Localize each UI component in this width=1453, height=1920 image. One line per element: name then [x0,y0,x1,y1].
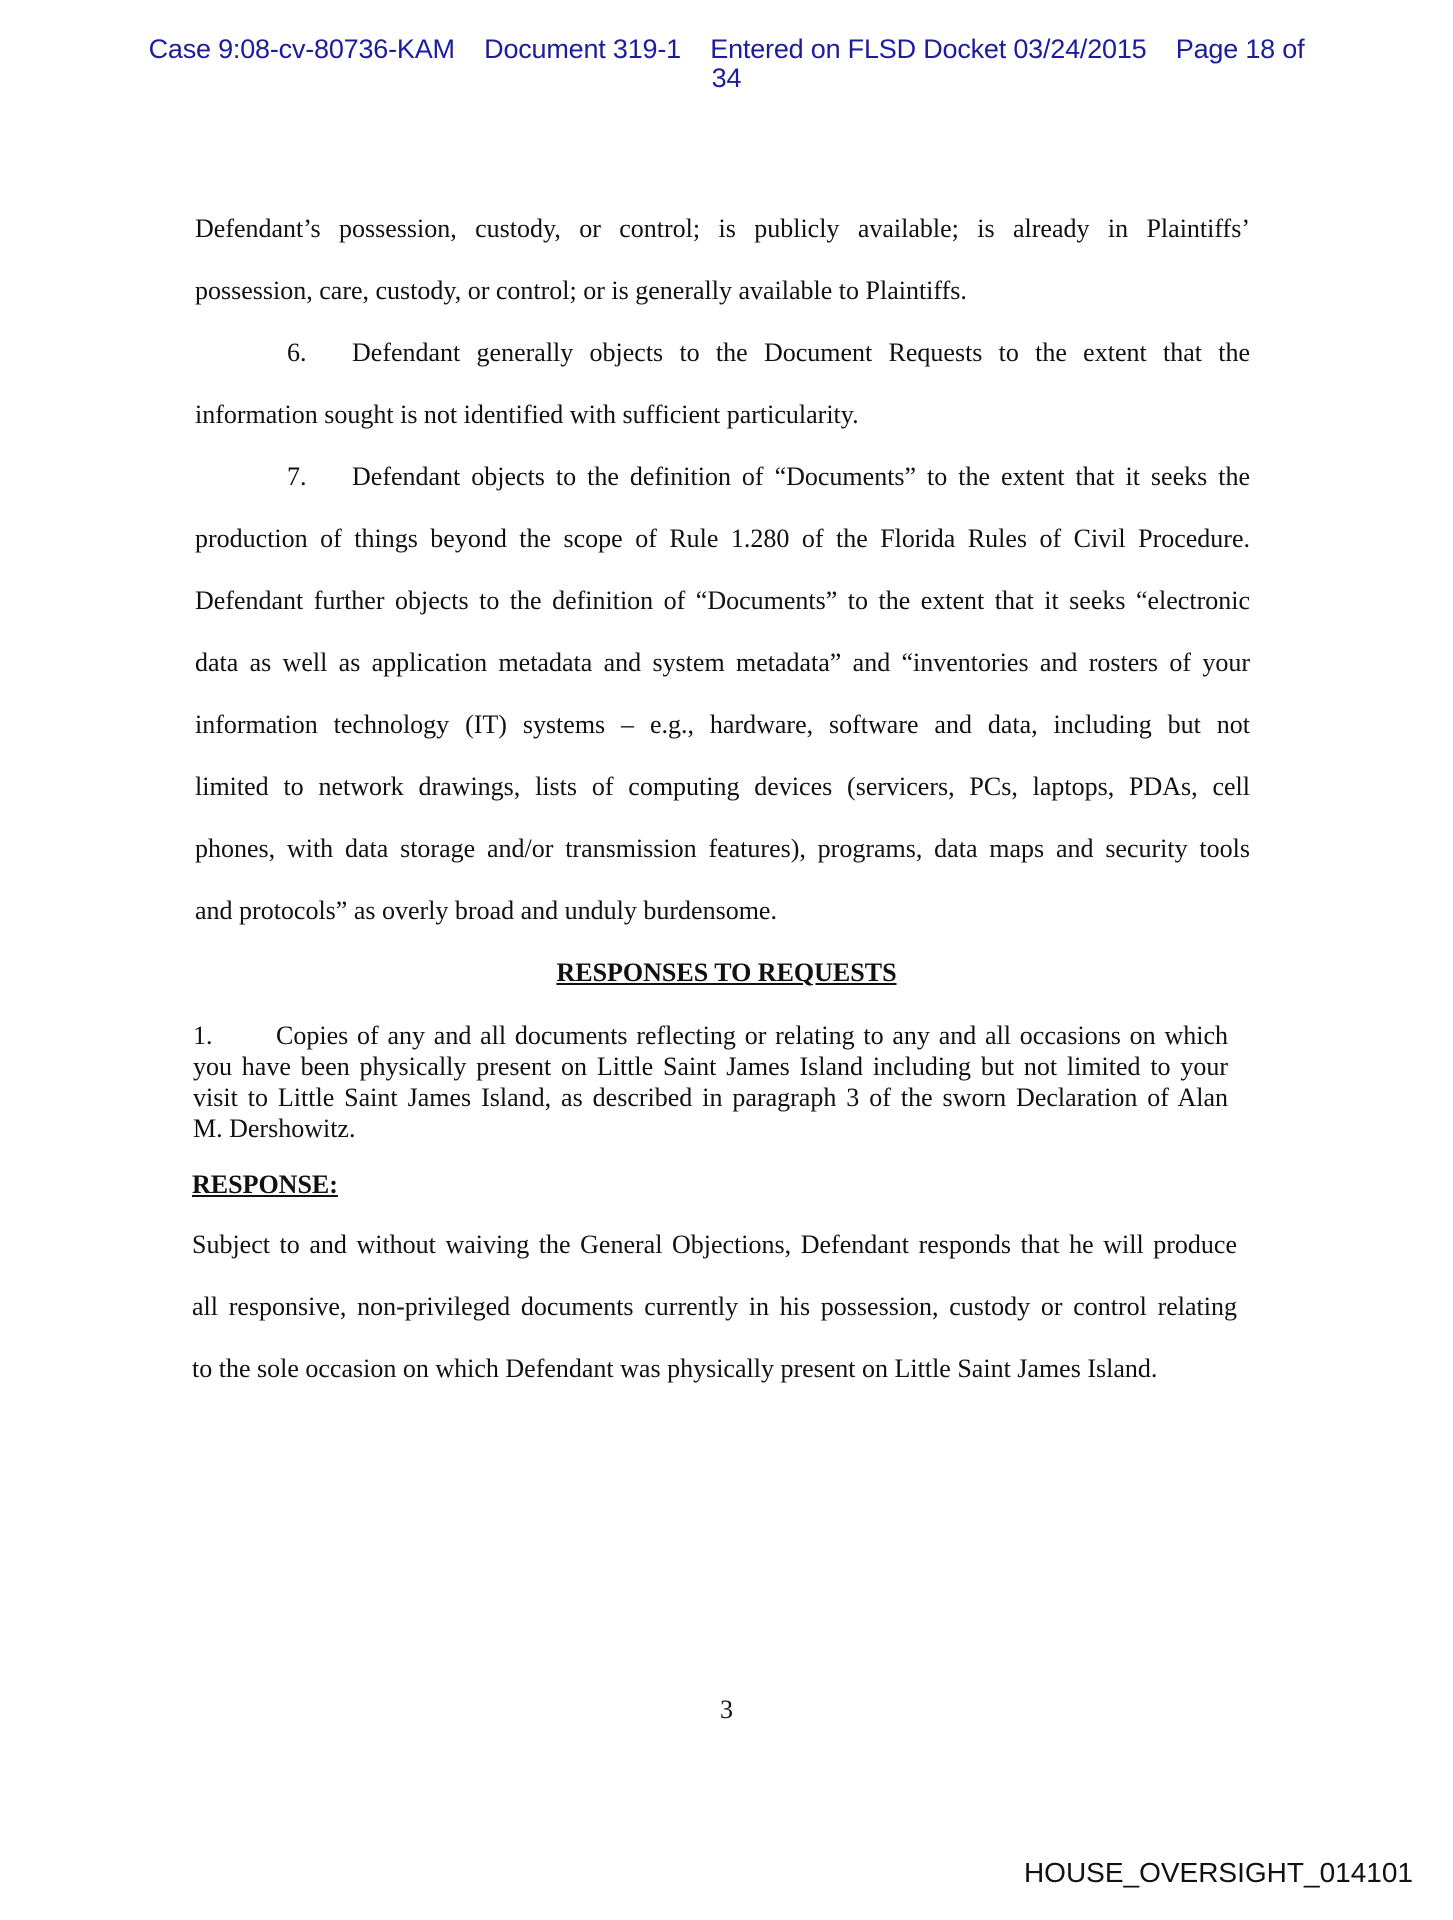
objections-continued [195,198,1250,942]
page-number: 3 [720,1695,733,1724]
text-line: information sought is not identified with sufficient particularity. [195,400,859,429]
text-line: production of things beyond the scope of Rule 1.280 of the Florida Rules of Civil Procedure. [195,524,1250,553]
request-1 [193,1020,1228,1144]
text-line: M. Dershowitz. [193,1114,356,1143]
text-line: limited to network drawings, lists of computing devices (servicers, PCs, laptops, PDAs, cell [195,772,1250,801]
text-line: information technology (IT) systems – e.g., hardware, software and data, including but not [195,710,1250,739]
bates-stamp: HOUSE_OVERSIGHT_014101 [1023,1857,1413,1888]
section-heading: RESPONSES TO REQUESTS [556,958,897,987]
text-line: Subject to and without waiving the General Objections, Defendant responds that he will produce [192,1230,1237,1259]
request-number: 1. [193,1021,213,1050]
response-1 [192,1214,1237,1400]
objection-number: 7. [287,462,307,491]
text-line: phones, with data storage and/or transmission features), programs, data maps and security tools [195,834,1250,863]
text-line: Defendant objects to the definition of “Documents” to the extent that it seeks the [352,462,1250,491]
case-number: Case 9:08-cv-80736-KAM [148,34,455,64]
text-line: all responsive, non-privileged documents currently in his possession, custody or control relating [192,1292,1237,1321]
text-line: visit to Little Saint James Island, as described in paragraph 3 of the sworn Declaration of Alan [193,1083,1228,1112]
text-line: data as well as application metadata and system metadata” and “inventories and rosters of your [195,648,1250,677]
text-line: to the sole occasion on which Defendant was physically present on Little Saint James Island. [192,1354,1158,1383]
text-line: you have been physically present on Little Saint James Island including but not limited to your [193,1052,1228,1081]
text-line: Defendant generally objects to the Document Requests to the extent that the [352,338,1250,367]
text-line: and protocols” as overly broad and unduly burdensome. [195,896,777,925]
request-first-line [193,1020,1228,1051]
text-line: possession, care, custody, or control; or is generally available to Plaintiffs. [195,276,967,305]
objection-number: 6. [287,338,307,367]
response-label: RESPONSE: [192,1170,338,1199]
text-line: Defendant’s possession, custody, or control; is publicly available; is already in Plaintiffs’ [195,214,1250,243]
objection-6-first-line [195,322,1250,384]
docket-entry-date: Entered on FLSD Docket 03/24/2015 [710,34,1147,64]
page-of: Page 18 of [1175,34,1305,64]
text-line: Defendant further objects to the definition of “Documents” to the extent that it seeks “electronic [195,586,1250,615]
document-number: Document 319-1 [484,34,681,64]
docket-header-page-total: 34 [711,63,742,93]
docket-header [0,34,1453,64]
text-line: Copies of any and all documents reflecting or relating to any and all occasions on which [276,1021,1228,1050]
objection-7-first-line [195,446,1250,508]
